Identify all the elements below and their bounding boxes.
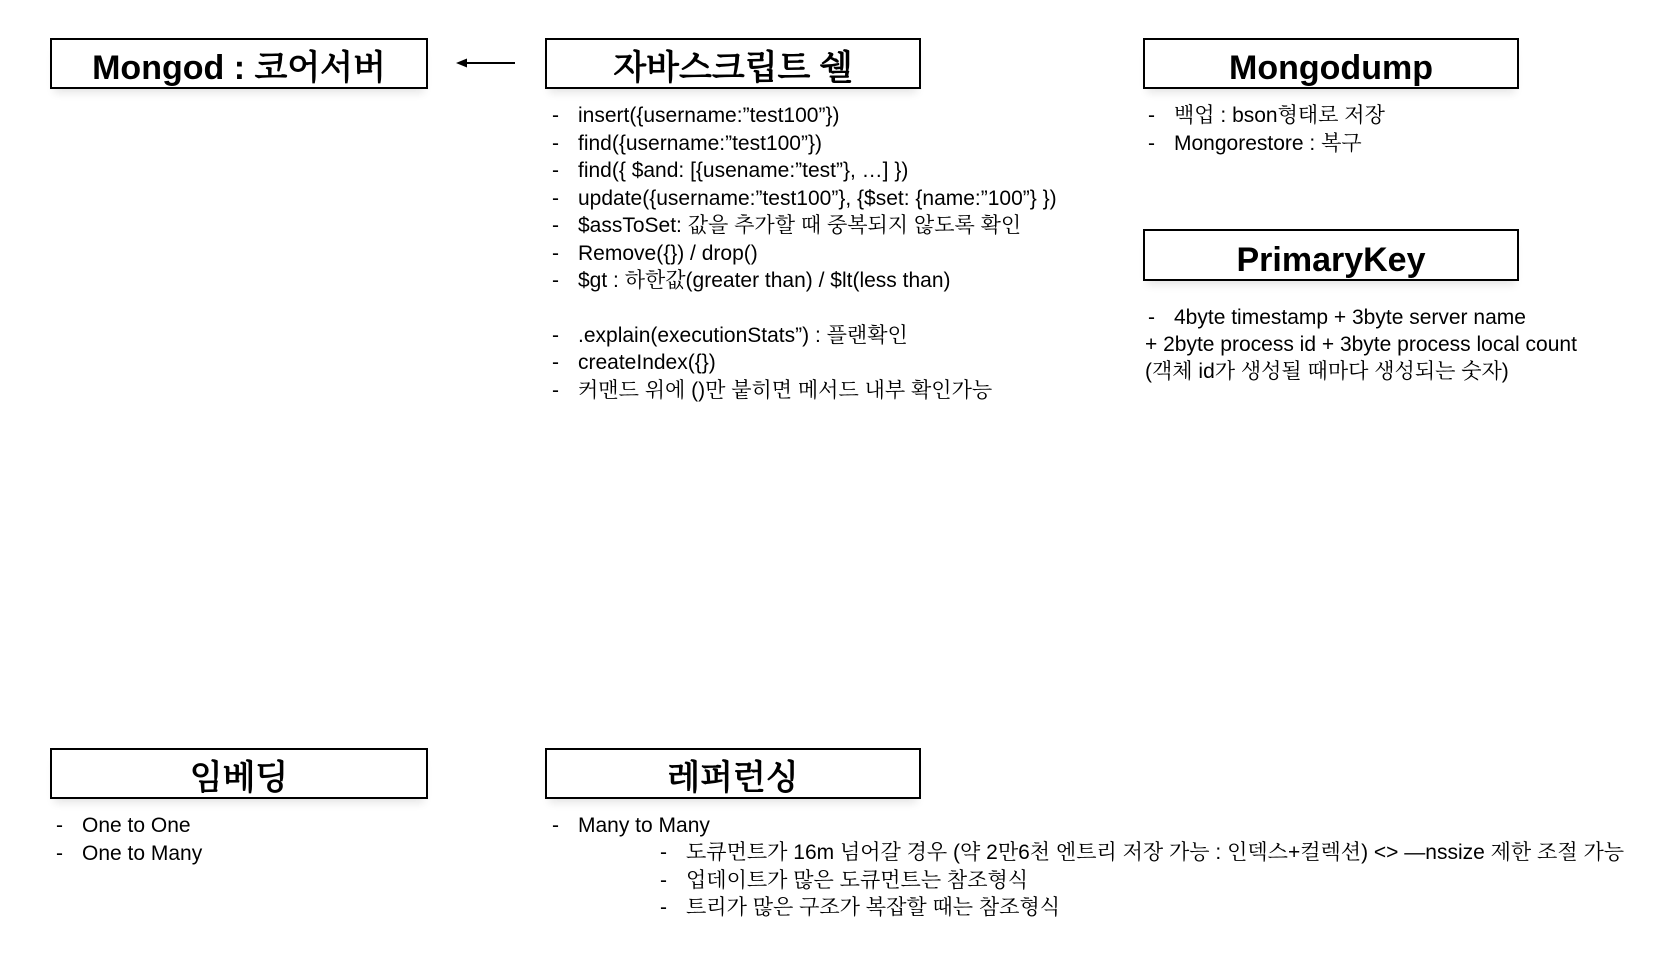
mongod-title: Mongod : 코어서버 xyxy=(92,49,386,87)
primary-key-line: (객체 id가 생성될 때마다 생성되는 숫자) xyxy=(1145,360,1509,383)
list-item: - createIndex({}) xyxy=(546,349,1057,377)
embedding-title: 임베딩 xyxy=(189,759,289,797)
list-item: - 커맨드 위에 ()만 붙히면 메서드 내부 확인가능 xyxy=(546,377,1057,405)
list-item: - 트리가 많은 구조가 복잡할 때는 참조형식 xyxy=(654,894,1624,922)
primary-key-list xyxy=(1142,304,1526,332)
primary-key-line: + 2byte process id + 3byte process local count xyxy=(1145,333,1577,356)
arrow-left-icon xyxy=(455,55,517,71)
list-item: - One to Many xyxy=(50,840,202,868)
js-shell-title: 자바스크립트 쉘 xyxy=(613,49,853,87)
list-item: - Many to Many xyxy=(546,812,710,840)
list-item: - 업데이트가 많은 도큐먼트는 참조형식 xyxy=(654,867,1624,895)
referencing-title: 레퍼런싱 xyxy=(667,759,799,797)
list-item: - 백업 : bson형태로 저장 xyxy=(1142,102,1385,130)
list-item: - 도큐먼트가 16m 넘어갈 경우 (약 2만6천 엔트리 저장 가능 : 인덱스+컬렉션) <> —nssize 제한 조절 가능 xyxy=(654,839,1624,867)
list-item: - Mongorestore : 복구 xyxy=(1142,130,1385,158)
list-item: - $assToSet: 값을 추가할 때 중복되지 않도록 확인 xyxy=(546,212,1057,240)
js-shell-box xyxy=(545,38,921,89)
embedding-box xyxy=(50,748,428,799)
primary-key-title: PrimaryKey xyxy=(1236,241,1426,279)
list-item: - find({username:”test100”}) xyxy=(546,130,1057,158)
mongodump-box xyxy=(1143,38,1519,89)
mongodump-list xyxy=(1142,102,1385,157)
list-item: - find({ $and: [{usename:”test”}, …] }) xyxy=(546,157,1057,185)
list-item: - One to One xyxy=(50,812,202,840)
primary-key-box xyxy=(1143,229,1519,281)
mongodump-title: Mongodump xyxy=(1229,49,1433,87)
list-item: - $gt : 하한값(greater than) / $lt(less than) xyxy=(546,267,1057,295)
list-item: - Remove({}) / drop() xyxy=(546,240,1057,268)
referencing-sublist xyxy=(654,839,1624,922)
referencing-box xyxy=(545,748,921,799)
list-item: - 4byte timestamp + 3byte server name xyxy=(1142,304,1526,332)
referencing-list xyxy=(546,812,710,840)
js-shell-list xyxy=(546,102,1057,404)
list-item: - .explain(executionStats”) : 플랜확인 xyxy=(546,322,1057,350)
list-item: - update({username:”test100”}, {$set: {name:”100”} }) xyxy=(546,185,1057,213)
embedding-list xyxy=(50,812,202,867)
mongod-box xyxy=(50,38,428,89)
list-item: - insert({username:”test100”}) xyxy=(546,102,1057,130)
